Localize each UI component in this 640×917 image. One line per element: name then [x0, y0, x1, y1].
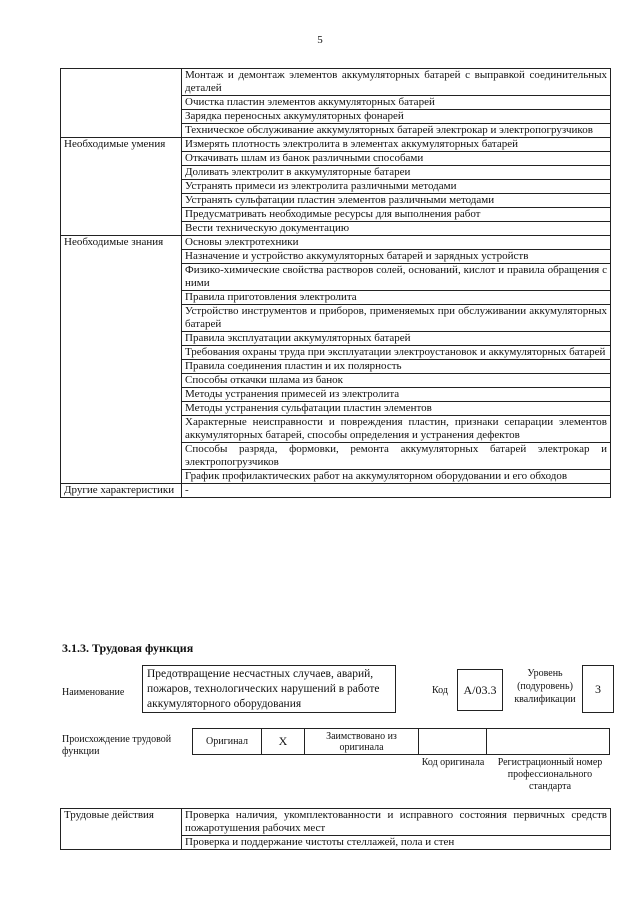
category-cell	[61, 69, 182, 138]
name-label: Наименование	[62, 687, 125, 698]
item-cell: Доливать электролит в аккумуляторные батареи	[182, 166, 611, 180]
function-name: Предотвращение несчастных случаев, аварий, пожаров, технологических нарушений в работе аккумуляторного оборудования	[142, 665, 396, 713]
item-cell: Правила приготовления электролита	[182, 291, 611, 305]
item-cell: Очистка пластин элементов аккумуляторных батарей	[182, 96, 611, 110]
category-cell: Другие характеристики	[61, 484, 182, 498]
item-cell: Способы откачки шлама из банок	[182, 374, 611, 388]
item-cell: -	[182, 484, 611, 498]
category-cell: Трудовые действия	[61, 809, 182, 850]
item-cell: Характерные неисправности и повреждения пластин, признаки сепарации элементов аккумуляторных батарей, способы определения и устранения дефектов	[182, 416, 611, 443]
item-cell: Техническое обслуживание аккумуляторных батарей электрокар и электропогрузчиков	[182, 124, 611, 138]
page-number: 5	[317, 34, 323, 46]
item-cell: Методы устранения сульфатации пластин элементов	[182, 402, 611, 416]
level-label: Уровень (подуровень) квалификации	[514, 668, 576, 705]
reg-caption: Регистрационный номер профессионального стандарта	[497, 757, 603, 792]
category-cell: Необходимые знания	[61, 236, 182, 484]
original-mark: X	[261, 728, 305, 755]
item-cell: Зарядка переносных аккумуляторных фонарей	[182, 110, 611, 124]
item-cell: График профилактических работ на аккумуляторном оборудовании и его обходов	[182, 470, 611, 484]
item-cell: Способы разряда, формовки, ремонта аккумуляторных батарей электрокар и электропогрузчиков	[182, 443, 611, 470]
item-cell: Откачивать шлам из банок различными способами	[182, 152, 611, 166]
item-cell: Устранять примеси из электролита различными методами	[182, 180, 611, 194]
origin-cells	[192, 728, 610, 755]
item-cell: Требования охраны труда при эксплуатации электроустановок и аккумуляторных батарей	[182, 346, 611, 360]
item-cell: Физико-химические свойства растворов солей, оснований, кислот и правила обращения с ними	[182, 264, 611, 291]
item-cell: Устранять сульфатации пластин элементов различными методами	[182, 194, 611, 208]
function-code: А/03.3	[457, 669, 503, 711]
borrowed-cell: Заимствовано из оригинала	[304, 728, 419, 755]
item-cell: Измерять плотность электролита в элементах аккумуляторных батарей	[182, 138, 611, 152]
code-label: Код	[432, 685, 448, 696]
origin-code-cell	[418, 728, 487, 755]
item-cell: Правила эксплуатации аккумуляторных батарей	[182, 332, 611, 346]
function-header	[62, 665, 614, 717]
item-cell: Назначение и устройство аккумуляторных батарей и зарядных устройств	[182, 250, 611, 264]
item-cell: Методы устранения примесей из электролита	[182, 388, 611, 402]
item-cell: Основы электротехники	[182, 236, 611, 250]
table-row	[61, 809, 611, 836]
item-cell: Проверка и поддержание чистоты стеллажей, пола и стен	[182, 836, 611, 850]
table-row	[61, 69, 611, 96]
code-caption: Код оригинала	[421, 757, 485, 768]
item-cell: Проверка наличия, укомплектованности и исправного состояния первичных средств пожаротушения рабочих мест	[182, 809, 611, 836]
item-cell: Предусматривать необходимые ресурсы для выполнения работ	[182, 208, 611, 222]
skills-knowledge-table	[60, 68, 611, 498]
item-cell: Вести техническую документацию	[182, 222, 611, 236]
item-cell: Монтаж и демонтаж элементов аккумуляторных батарей с выправкой соединительных деталей	[182, 69, 611, 96]
table-row	[61, 138, 611, 152]
section-title: 3.1.3. Трудовая функция	[62, 641, 194, 655]
item-cell: Правила соединения пластин и их полярность	[182, 360, 611, 374]
reg-number-cell	[486, 728, 610, 755]
category-cell: Необходимые умения	[61, 138, 182, 236]
qualification-level: 3	[582, 665, 614, 713]
item-cell: Устройство инструментов и приборов, применяемых при обслуживании аккумуляторных батарей	[182, 305, 611, 332]
original-cell: Оригинал	[192, 728, 262, 755]
table-row	[61, 484, 611, 498]
work-actions-table	[60, 808, 611, 850]
table-row	[61, 236, 611, 250]
origin-label: Происхождение трудовой функции	[62, 734, 172, 757]
